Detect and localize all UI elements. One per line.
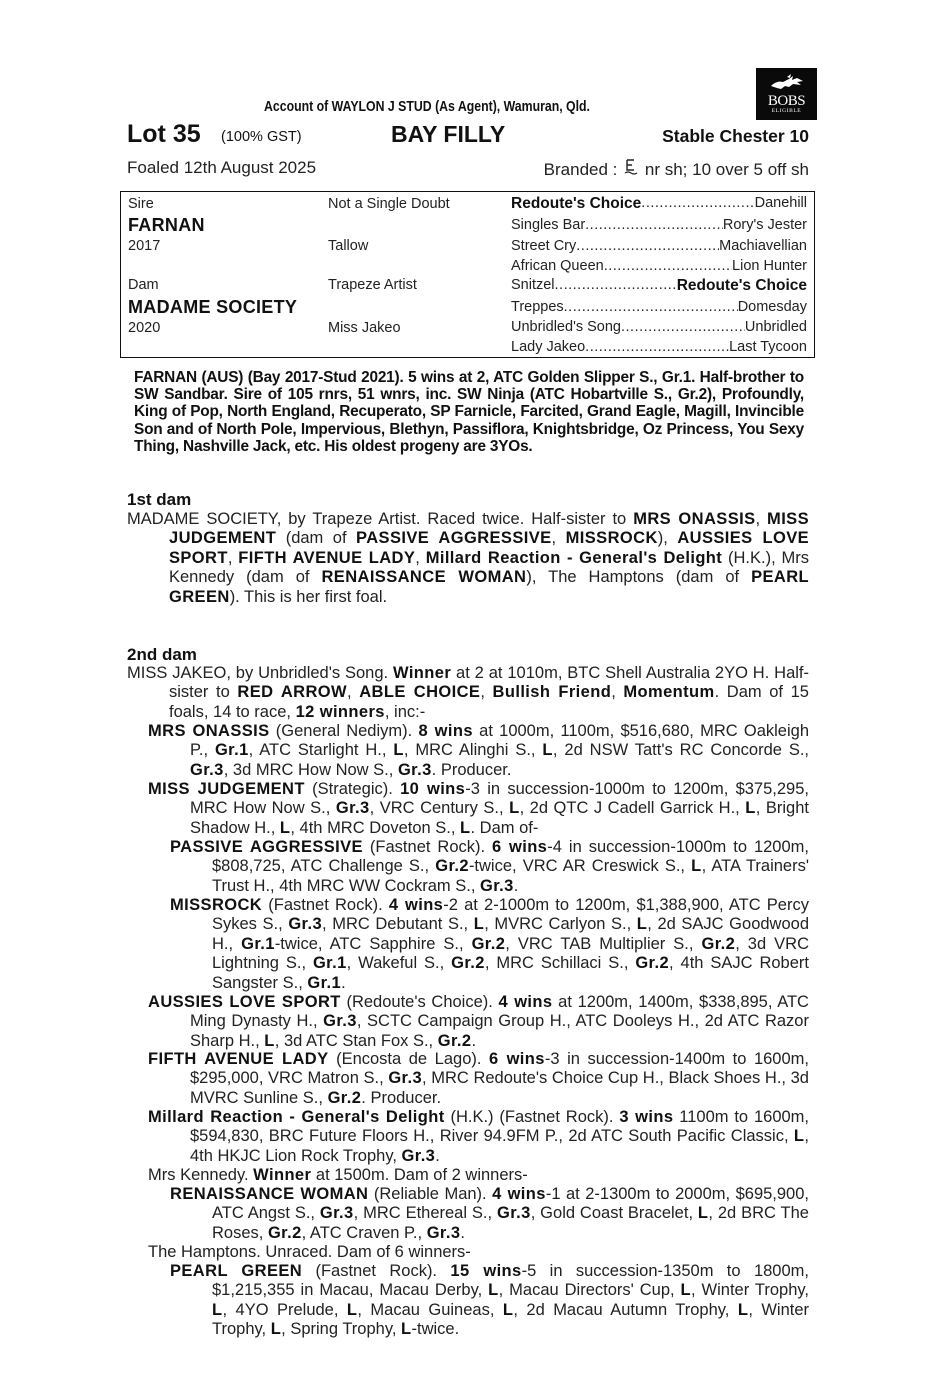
text: , Macau Guineas, bbox=[357, 1300, 503, 1319]
text: at 1000m, 1100m, $516,680, MRC Oakleigh P., bbox=[190, 722, 809, 760]
text: -3 in succession-1000m to 1200m, $375,295, MRC How Now S., bbox=[190, 780, 809, 818]
gp-right: Domesday bbox=[737, 299, 807, 315]
foaled-date: Foaled 12th August 2025 bbox=[127, 158, 317, 177]
text: Mrs Kennedy. bbox=[148, 1166, 254, 1184]
bold-text: L bbox=[502, 1300, 514, 1319]
bold-text: PASSIVE AGGRESSIVE bbox=[356, 529, 552, 548]
bold-text: Gr.3 bbox=[288, 915, 323, 934]
bold-text: RED ARROW bbox=[237, 683, 348, 702]
sire-sire: Not a Single Doubt bbox=[328, 196, 450, 212]
lot-number: Lot 35 bbox=[127, 120, 201, 148]
grandparent-row bbox=[511, 217, 807, 233]
branded-info bbox=[544, 158, 809, 180]
text: , VRC TAB Multiplier S., bbox=[505, 934, 702, 953]
text: (H.K.) (Fastnet Rock). bbox=[444, 1108, 620, 1126]
bold-text: Gr.3 bbox=[323, 1012, 357, 1031]
bold-text: Gr.3 bbox=[480, 876, 514, 895]
bold-text: FIFTH AVENUE LADY bbox=[238, 548, 416, 567]
text: (Redoute's Choice). bbox=[340, 993, 499, 1011]
bold-text: L bbox=[460, 818, 471, 837]
leader-dots bbox=[621, 319, 745, 335]
text: , Spring Trophy, bbox=[281, 1320, 402, 1339]
text: at 1500m. Dam of 2 winners- bbox=[311, 1166, 528, 1184]
first-dam-paragraph bbox=[127, 510, 809, 607]
text: 1100m to 1600m, $594,830, BRC Future Floors H., River 94.9FM P., 2d ATC South Pacific Classic, bbox=[190, 1108, 809, 1146]
bold-text: L bbox=[270, 1320, 282, 1339]
text: , SCTC Campaign Group H., ATC Dooleys H., 2d ATC Razor Sharp H., bbox=[190, 1012, 809, 1050]
progeny-entry bbox=[170, 1262, 809, 1340]
text: , MRC Redoute's Choice Cup H., Black Shoes H., 3d MVRC Sunline S., bbox=[190, 1069, 809, 1107]
gp-left: Snitzel bbox=[511, 277, 555, 293]
bold-text: 12 winners bbox=[295, 702, 385, 721]
dam-year: 2020 bbox=[128, 320, 161, 336]
text: -2 at 2-1000m to 1200m, $1,388,900, ATC Percy Sykes S., bbox=[212, 896, 809, 934]
vendor-text: Account of WAYLON J STUD (As Agent), Wamuran, Qld. bbox=[264, 98, 590, 115]
stable-location: Stable Chester 10 bbox=[662, 126, 809, 146]
bold-text: Gr.3 bbox=[388, 1069, 423, 1088]
branded-text: nr sh; 10 over 5 off sh bbox=[644, 160, 809, 179]
text: , bbox=[347, 683, 360, 702]
bold-text: L bbox=[401, 1320, 412, 1339]
text: , ATC Craven P., bbox=[301, 1223, 427, 1242]
gp-right: Unbridled bbox=[744, 319, 807, 335]
text: , 3d MRC How Now S., bbox=[223, 760, 398, 779]
lot-line bbox=[127, 120, 809, 150]
bold-text: Gr.2 bbox=[701, 934, 736, 953]
bold-text: ABLE CHOICE bbox=[359, 683, 481, 702]
text: . bbox=[460, 1223, 465, 1242]
text: , 4YO Prelude, bbox=[222, 1300, 347, 1319]
bold-text: L bbox=[393, 741, 404, 760]
grandparent-row bbox=[511, 299, 807, 315]
grandparent-row bbox=[511, 319, 807, 335]
text: , bbox=[611, 683, 624, 702]
grandparent-row bbox=[511, 238, 807, 254]
bold-text: 4 wins bbox=[388, 896, 444, 914]
bold-text: Bullish Friend bbox=[492, 683, 612, 702]
bold-text: 6 wins bbox=[492, 838, 548, 856]
bold-text: 8 wins bbox=[418, 722, 473, 740]
text: , Macau Directors' Cup, bbox=[498, 1281, 681, 1300]
bold-text: Winner bbox=[392, 664, 452, 682]
bold-text: Gr.3 bbox=[190, 760, 224, 779]
bold-text: Gr.2 bbox=[327, 1088, 362, 1107]
progeny-entry bbox=[148, 780, 809, 838]
text: (General Nediym). bbox=[269, 722, 419, 740]
gp-right: Last Tycoon bbox=[729, 339, 807, 355]
text: . bbox=[471, 1031, 477, 1050]
progeny-entry bbox=[170, 896, 809, 993]
bold-text: Gr.2 bbox=[635, 954, 670, 973]
bold-text: Gr.2 bbox=[471, 934, 506, 953]
text: The Hamptons. Unraced. Dam of 6 winners- bbox=[148, 1243, 471, 1261]
sire-notes: FARNAN (AUS) (Bay 2017-Stud 2021). 5 wins at 2, ATC Golden Slipper S., Gr.1. Half-brother to SW Sandbar. Sire of 105 rnrs, 51 wnrs, inc. SW Ninja (ATC Hobartville S., Gr.2), Profoundly, King of Pop, North England, Recuperato, SP Farnicle, Farcited, Grand Eagle, Magill, Invincible Son and of North Pole, Impervious, Blethyn, Passiflora, Knightsbridge, Oz Princess, You Sexy Thing, Nashville Jack, etc. His oldest progeny are 3YOs. bbox=[134, 369, 804, 455]
gp-left: Lady Jakeo bbox=[511, 339, 586, 355]
bold-text: L bbox=[737, 1300, 749, 1319]
progeny-entry bbox=[148, 722, 809, 780]
text: , 2d NSW Tatt's RC Concorde S., bbox=[552, 741, 810, 760]
bold-text: MISSROCK bbox=[170, 896, 263, 914]
text: , Wakeful S., bbox=[346, 954, 452, 973]
dam-sire: Trapeze Artist bbox=[328, 277, 417, 293]
bold-text: RENAISSANCE WOMAN bbox=[170, 1185, 369, 1203]
text: (H.K.), Mrs Kennedy (dam of bbox=[169, 548, 809, 587]
text: ), The Hamptons (dam of bbox=[526, 568, 752, 587]
lot-sex-colour: BAY FILLY bbox=[391, 121, 506, 147]
text: (Strategic). bbox=[304, 780, 401, 798]
progeny-entry bbox=[148, 1108, 809, 1166]
grandparent-row bbox=[511, 339, 807, 355]
pedigree-table bbox=[120, 191, 815, 358]
text: , MRC Schillaci S., bbox=[484, 954, 636, 973]
sire-year: 2017 bbox=[128, 238, 161, 254]
bold-text: L bbox=[697, 1204, 709, 1223]
second-dam-heading: 2nd dam bbox=[127, 645, 197, 664]
leader-dots bbox=[555, 277, 677, 295]
bold-text: Gr.2 bbox=[267, 1223, 302, 1242]
foal-brand-line bbox=[127, 158, 809, 180]
leader-dots bbox=[576, 238, 719, 254]
text: MADAME SOCIETY, by Trapeze Artist. Raced twice. Half-sister to bbox=[127, 510, 634, 528]
bold-text: MISS JUDGEMENT bbox=[169, 510, 809, 548]
grandparent-row bbox=[511, 195, 807, 213]
progeny-entry bbox=[170, 1185, 809, 1243]
bold-text: L bbox=[691, 857, 702, 876]
bold-text: L bbox=[212, 1300, 223, 1319]
bold-text: 6 wins bbox=[489, 1050, 545, 1068]
dam-name: MADAME SOCIETY bbox=[128, 297, 298, 317]
bold-text: 10 wins bbox=[400, 780, 466, 798]
text: , MRC Alinghi S., bbox=[403, 741, 543, 760]
text: . bbox=[435, 1146, 440, 1165]
text: -3 in succession-1400m to 1600m, $295,000, VRC Matron S., bbox=[190, 1050, 809, 1088]
bold-text: L bbox=[264, 1031, 275, 1050]
bold-text: Gr.3 bbox=[319, 1204, 354, 1223]
horse-head-icon bbox=[767, 73, 807, 93]
vendor-line bbox=[181, 98, 673, 115]
bold-text: MISSROCK bbox=[565, 529, 658, 548]
text: , 2d QTC J Cadell Garrick H., bbox=[519, 799, 746, 818]
text: , bbox=[415, 548, 426, 567]
gp-left: African Queen bbox=[511, 258, 604, 274]
bold-text: Millard Reaction - General's Delight bbox=[148, 1108, 445, 1126]
bold-text: Gr.3 bbox=[401, 1146, 436, 1165]
text: . Dam of 15 foals, 14 to race, bbox=[169, 683, 809, 721]
text: (Fastnet Rock). bbox=[362, 838, 493, 856]
text: , VRC Century S., bbox=[369, 799, 510, 818]
text: , MRC Ethereal S., bbox=[353, 1204, 497, 1223]
bold-text: L bbox=[542, 741, 553, 760]
dam-label: Dam bbox=[128, 277, 159, 293]
bold-text: L bbox=[636, 915, 648, 934]
text: (Reliable Man). bbox=[368, 1185, 493, 1203]
text: (Fastnet Rock). bbox=[262, 896, 389, 914]
text: -4 in succession-1000m to 1200m, $808,725, ATC Challenge S., bbox=[212, 838, 809, 876]
text: . bbox=[513, 876, 519, 895]
grandparent-row bbox=[511, 277, 807, 295]
text: ), bbox=[657, 529, 678, 548]
bold-text: L bbox=[279, 818, 291, 837]
bold-text: MRS ONASSIS bbox=[148, 722, 270, 740]
bold-text: AUSSIES LOVE SPORT bbox=[148, 993, 341, 1011]
bold-text: L bbox=[488, 1281, 499, 1300]
first-dam-heading: 1st dam bbox=[127, 490, 192, 509]
sire-label: Sire bbox=[128, 196, 154, 212]
gp-right: Danehill bbox=[754, 195, 807, 211]
gp-left: Treppes bbox=[511, 299, 564, 315]
progeny-entry bbox=[170, 838, 809, 896]
bold-text: Gr.1 bbox=[241, 934, 275, 953]
bobs-eligible-logo bbox=[756, 68, 817, 120]
text: (Encosta de Lago). bbox=[328, 1050, 490, 1068]
grandparent-row bbox=[511, 258, 807, 274]
progeny-entry bbox=[148, 1166, 809, 1185]
gp-right: Rory's Jester bbox=[722, 217, 807, 233]
logo-main-text: BOBS bbox=[767, 93, 806, 109]
text: -1 at 2-1300m to 2000m, $695,900, ATC Angst S., bbox=[212, 1185, 809, 1223]
bold-text: 3 wins bbox=[619, 1108, 674, 1126]
text: -5 in succession-1350m to 1800m, $1,215,355 in Macau, Macau Derby, bbox=[212, 1262, 809, 1300]
gp-left: Unbridled's Song bbox=[511, 319, 621, 335]
bold-text: PASSIVE AGGRESSIVE bbox=[170, 838, 363, 856]
leader-dots bbox=[604, 258, 732, 274]
text: . Producer. bbox=[431, 760, 512, 779]
gp-left: Singles Bar bbox=[511, 217, 586, 233]
text: , 4th HKJC Lion Rock Trophy, bbox=[190, 1127, 809, 1165]
text: , bbox=[480, 683, 493, 702]
text: . bbox=[341, 973, 346, 992]
bold-text: L bbox=[793, 1127, 805, 1146]
leader-dots bbox=[564, 299, 738, 315]
branded-label: Branded : bbox=[543, 160, 618, 179]
bold-text: MRS ONASSIS bbox=[633, 510, 756, 528]
logo-sub-text: ELIGIBLE bbox=[771, 108, 802, 114]
text: , Winter Trophy, bbox=[691, 1281, 809, 1300]
sire-name: FARNAN bbox=[128, 215, 205, 235]
text: ). This is her first foal. bbox=[229, 587, 388, 606]
text: at 2 at 1010m, BTC Shell Australia 2YO H. Half-sister to bbox=[169, 664, 809, 702]
progeny-entry bbox=[148, 993, 809, 1051]
text: , Winter Trophy, bbox=[212, 1300, 810, 1339]
text: , 2d BRC The Roses, bbox=[212, 1204, 809, 1242]
text: , MRC Debutant S., bbox=[322, 915, 474, 934]
text: , Bright Shadow H., bbox=[190, 799, 809, 837]
text: , 2d Macau Autumn Trophy, bbox=[513, 1300, 738, 1319]
text: , 4th SAJC Robert Sangster S., bbox=[212, 954, 809, 992]
gp-left: Street Cry bbox=[511, 238, 577, 254]
text: , bbox=[551, 529, 566, 548]
gp-left: Redoute's Choice bbox=[511, 195, 642, 212]
dam-dam: Miss Jakeo bbox=[328, 320, 401, 336]
brand-mark-icon bbox=[624, 158, 638, 178]
bold-text: L bbox=[509, 799, 520, 818]
bold-text: FIFTH AVENUE LADY bbox=[148, 1050, 329, 1068]
bold-text: Gr.3 bbox=[426, 1223, 461, 1242]
bold-text: RENAISSANCE WOMAN bbox=[321, 568, 527, 587]
text: , 2d SAJC Goodwood H., bbox=[212, 915, 809, 953]
gp-right: Machiavellian bbox=[719, 238, 807, 254]
text: , ATA Trainers' Trust H., 4th MRC WW Cockram S., bbox=[212, 857, 809, 895]
text: -twice, ATC Sapphire S., bbox=[274, 934, 472, 953]
bold-text: Gr.1 bbox=[307, 973, 342, 992]
text: , bbox=[227, 548, 239, 567]
text: , 3d VRC Lightning S., bbox=[212, 934, 809, 973]
bold-text: MISS JUDGEMENT bbox=[148, 780, 305, 798]
bold-text: Millard Reaction - General's Delight bbox=[425, 548, 723, 567]
bold-text: PEARL GREEN bbox=[169, 568, 810, 606]
bold-text: Gr.1 bbox=[214, 741, 249, 760]
text: , ATC Starlight H., bbox=[248, 741, 394, 760]
text: at 1200m, 1400m, $338,895, ATC Ming Dynasty H., bbox=[190, 993, 809, 1031]
gst-note: (100% GST) bbox=[221, 129, 302, 145]
bold-text: L bbox=[745, 799, 756, 818]
text: (dam of bbox=[276, 529, 357, 548]
text: . Dam of- bbox=[470, 818, 539, 837]
bold-text: Gr.1 bbox=[312, 954, 347, 973]
bold-text: Momentum bbox=[623, 683, 715, 702]
bold-text: PEARL GREEN bbox=[170, 1262, 303, 1280]
text: -twice, VRC AR Creswick S., bbox=[468, 857, 692, 876]
second-dam-intro bbox=[127, 664, 809, 722]
bold-text: Gr.3 bbox=[496, 1204, 531, 1223]
bold-text: Gr.3 bbox=[397, 760, 432, 779]
progeny-entry bbox=[148, 1050, 809, 1108]
bold-text: L bbox=[680, 1281, 692, 1300]
leader-dots bbox=[585, 339, 729, 355]
text: , bbox=[755, 510, 768, 528]
bold-text: Gr.2 bbox=[435, 857, 469, 876]
gp-right: Lion Hunter bbox=[732, 258, 807, 274]
sire-dam: Tallow bbox=[328, 238, 369, 254]
text: , 4th MRC Doveton S., bbox=[290, 818, 461, 837]
leader-dots bbox=[641, 195, 754, 213]
bold-text: Gr.2 bbox=[437, 1031, 472, 1050]
bold-text: AUSSIES LOVE SPORT bbox=[169, 529, 809, 567]
progeny-entry bbox=[148, 1243, 809, 1262]
text: MISS JAKEO, by Unbridled's Song. bbox=[127, 664, 393, 682]
bold-text: Winner bbox=[253, 1166, 312, 1184]
leader-dots bbox=[585, 217, 723, 233]
text: . Producer. bbox=[361, 1088, 442, 1107]
bold-text: L bbox=[473, 915, 485, 934]
bold-text: L bbox=[346, 1300, 358, 1319]
text: , inc:- bbox=[384, 702, 426, 721]
text: -twice. bbox=[411, 1320, 460, 1339]
bold-text: 4 wins bbox=[498, 993, 553, 1011]
bold-text: 15 wins bbox=[450, 1262, 522, 1280]
bold-text: Gr.2 bbox=[451, 954, 485, 973]
text: , Gold Coast Bracelet, bbox=[530, 1204, 698, 1223]
bold-text: 4 wins bbox=[492, 1185, 546, 1203]
text: , 3d ATC Stan Fox S., bbox=[274, 1031, 438, 1050]
text: (Fastnet Rock). bbox=[302, 1262, 451, 1280]
text: , MVRC Carlyon S., bbox=[484, 915, 637, 934]
bold-text: Gr.3 bbox=[335, 799, 370, 818]
gp-right: Redoute's Choice bbox=[676, 277, 807, 294]
